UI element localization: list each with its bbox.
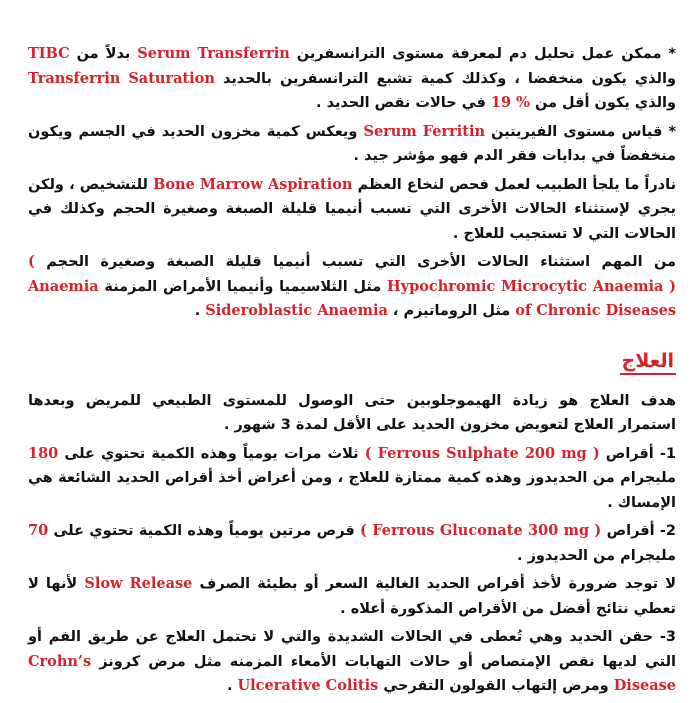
text-segment: والذي يكون أقل من bbox=[529, 95, 676, 111]
highlighted-term: ( Ferrous Gluconate 300 mg ) bbox=[360, 522, 602, 539]
text-segment: ومرض إلتهاب القولون التقرحي bbox=[378, 678, 614, 694]
highlighted-term: 70 bbox=[28, 522, 49, 539]
treatment-heading: العلاج bbox=[620, 350, 677, 375]
highlighted-term: Crohn’s Disease bbox=[28, 652, 676, 694]
highlighted-term: Anaemia of Chronic Diseases bbox=[28, 277, 676, 319]
paragraph-differential bbox=[28, 250, 676, 324]
paragraph-slow-release bbox=[28, 572, 676, 621]
highlighted-term: Transferrin Saturation bbox=[28, 69, 215, 87]
text-segment: * قياس مستوى الفيريتين bbox=[485, 123, 677, 140]
highlighted-term: 19 % bbox=[490, 94, 530, 111]
highlighted-term: Slow Release bbox=[84, 575, 193, 592]
highlighted-term: ( Hypochromic Microcytic Anaemia ) bbox=[28, 253, 676, 295]
text-segment: والذي يكون منخفضا ، وكذلك كمية تشبع الترانسفرين بالحديد bbox=[214, 70, 676, 87]
highlighted-term: Sideroblastic Anaemia bbox=[205, 302, 388, 319]
text-segment: مثل الثلاسيميا وأنيميا الأمراض المزمنة bbox=[98, 278, 387, 295]
paragraph-treatment-goal bbox=[28, 389, 676, 438]
text-segment: ثلاث مرات يومياً وهذه الكمية تحتوي على bbox=[58, 445, 365, 462]
paragraph-ferrous-gluconate bbox=[28, 519, 676, 568]
document-page bbox=[28, 42, 676, 703]
text-segment: هدف العلاج هو زيادة الهيموجلوبين حتى الوصول للمستوى الطبيعي للمريض وبعدها استمرار العلاج لتعويض مخزون الحديد على الأقل لمدة 3 شهور . bbox=[28, 392, 676, 433]
text-segment: مليجرام من الحديدوز وهذه كمية ممتازة للعلاج ، ومن أعراض أخذ أقراص الحديد الشائعة هي الإمساك . bbox=[28, 470, 676, 511]
paragraph-bone-marrow bbox=[28, 173, 676, 247]
text-segment: من المهم استثناء الحالات الأخرى التي تسبب أنيميا قليلة الصبغة وصغيرة الحجم bbox=[34, 254, 676, 270]
text-segment: . bbox=[226, 678, 238, 694]
text-segment: 3- حقن الحديد وهي تُعطى في الحالات الشديدة والتي لا تحتمل العلاج عن طريق الفم أو التي لديها نقص الإمتصاص أو حالات التهابات الأمعاء المزمنه مثل مرض كرونز bbox=[28, 629, 676, 670]
highlighted-term: Serum Transferrin bbox=[137, 45, 290, 62]
treatment-heading-wrap bbox=[28, 350, 676, 375]
text-segment: قرص مرتين يومياً وهذه الكمية تحتوي على bbox=[48, 523, 361, 539]
text-segment: للتشخيص ، ولكن يجري لإستثناء الحالات الأخرى التي تسبب أنيميا قليلة الصبغة وصغيرة الحجم وكذلك في الحالات التي لا تستجيب للعلاج . bbox=[28, 176, 676, 242]
text-segment: . bbox=[194, 303, 206, 319]
text-segment: 2- أقراص bbox=[601, 523, 676, 539]
highlighted-term: TIBC bbox=[28, 45, 70, 62]
text-segment: في حالات نقص الحديد . bbox=[316, 95, 491, 111]
text-segment: 1- أقراص bbox=[599, 445, 677, 462]
text-segment: بدلاً من bbox=[69, 46, 138, 62]
highlighted-term: Ulcerative Colitis bbox=[237, 677, 379, 694]
text-segment: مليجرام من الحديدوز . bbox=[517, 547, 676, 564]
text-segment: نادراً ما يلجأ الطبيب لعمل فحص لنخاع العظم bbox=[352, 176, 677, 193]
paragraph-transferrin bbox=[28, 42, 676, 116]
text-segment: لأنها لا تعطي نتائج أفضل من الأقراص المذكورة أعلاه . bbox=[28, 576, 676, 617]
text-segment: * ممكن عمل تحليل دم لمعرفة مستوى الترانسفرين bbox=[289, 46, 676, 62]
highlighted-term: 180 bbox=[28, 444, 59, 462]
section-treatment bbox=[28, 389, 676, 699]
highlighted-term: Bone Marrow Aspiration bbox=[153, 175, 353, 193]
section-diagnosis bbox=[28, 42, 676, 324]
text-segment: مثل الروماتيزم ، bbox=[387, 303, 516, 319]
highlighted-term: ( Ferrous Sulphate 200 mg ) bbox=[364, 444, 600, 462]
paragraph-ferrous-sulphate bbox=[28, 442, 676, 516]
paragraph-ferritin bbox=[28, 120, 676, 169]
text-segment: لا توجد ضرورة لأخذ أقراص الحديد الغالية السعر أو بطيئة الصرف bbox=[192, 576, 677, 592]
text-segment: ويعكس كمية مخزون الحديد في الجسم ويكون منخفضاً في بدايات فقر الدم فهو مؤشر جيد . bbox=[28, 123, 676, 164]
paragraph-iron-injections bbox=[28, 625, 676, 699]
highlighted-term: Serum Ferritin bbox=[363, 122, 486, 140]
